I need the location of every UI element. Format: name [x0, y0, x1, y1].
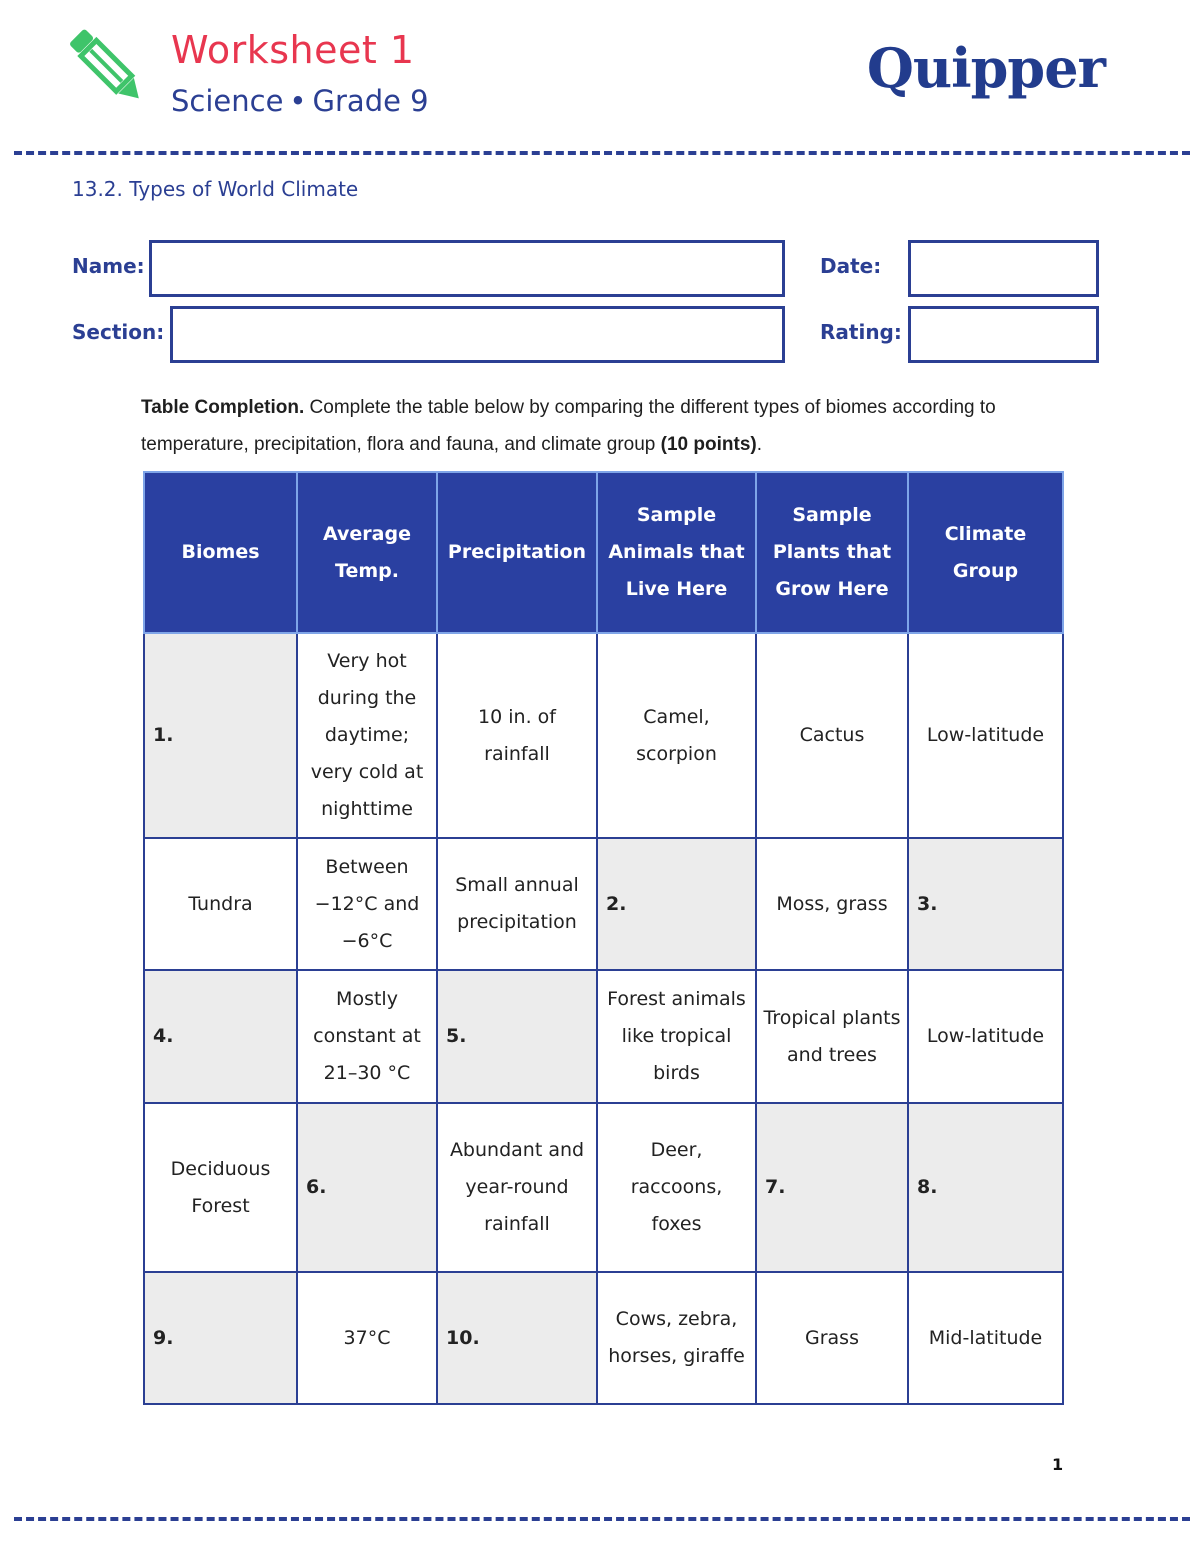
date-field[interactable] — [908, 240, 1099, 297]
rating-field[interactable] — [908, 306, 1099, 363]
table-cell: Cactus — [756, 633, 908, 838]
table-cell: Cows, zebra, horses, giraffe — [597, 1272, 756, 1404]
table-row — [144, 1103, 1063, 1272]
table-row — [144, 633, 1063, 838]
table-cell: Small annual precipitation — [437, 838, 597, 970]
worksheet-title: Worksheet 1 — [171, 28, 415, 72]
pencil-icon — [62, 22, 152, 114]
answer-cell-6[interactable]: 6. — [297, 1103, 437, 1272]
subject-label: Science — [171, 84, 284, 118]
header-sample-plants: Sample Plants that Grow Here — [756, 472, 908, 633]
table-cell: Low-latitude — [908, 633, 1063, 838]
answer-cell-7[interactable]: 7. — [756, 1103, 908, 1272]
header-precipitation: Precipitation — [437, 472, 597, 633]
biomes-table — [143, 471, 1064, 1405]
table-cell: Tundra — [144, 838, 297, 970]
rating-label: Rating: — [820, 320, 902, 344]
table-cell: Moss, grass — [756, 838, 908, 970]
instructions-points: (10 points) — [660, 434, 757, 455]
top-divider — [14, 151, 1190, 155]
table-cell: Mid-latitude — [908, 1272, 1063, 1404]
table-cell: Grass — [756, 1272, 908, 1404]
header-climate-group: Climate Group — [908, 472, 1063, 633]
instructions-text: Complete the table below by comparing the different types of biomes according to temperature, precipitation, flora and fauna, and climate group — [141, 397, 996, 455]
grade-label: Grade 9 — [312, 84, 429, 118]
table-cell: Deciduous Forest — [144, 1103, 297, 1272]
header-biomes: Biomes — [144, 472, 297, 633]
name-label: Name: — [72, 254, 145, 278]
table-cell: Low-latitude — [908, 970, 1063, 1103]
separator-dot: • — [289, 84, 307, 118]
instructions-heading: Table Completion. — [141, 397, 305, 418]
instructions — [141, 389, 1091, 463]
table-cell: Forest animals like tropical birds — [597, 970, 756, 1103]
answer-cell-8[interactable]: 8. — [908, 1103, 1063, 1272]
table-cell: Mostly constant at 21–30 °C — [297, 970, 437, 1103]
answer-cell-4[interactable]: 4. — [144, 970, 297, 1103]
lesson-title: 13.2. Types of World Climate — [72, 177, 359, 201]
bottom-divider — [14, 1517, 1190, 1521]
header-sample-animals: Sample Animals that Live Here — [597, 472, 756, 633]
date-label: Date: — [820, 254, 882, 278]
table-cell: Very hot during the daytime; very cold at nighttime — [297, 633, 437, 838]
section-label: Section: — [72, 320, 165, 344]
table-cell: 37°C — [297, 1272, 437, 1404]
answer-cell-5[interactable]: 5. — [437, 970, 597, 1103]
table-cell: Tropical plants and trees — [756, 970, 908, 1103]
table-row — [144, 1272, 1063, 1404]
table-cell: Abundant and year-round rainfall — [437, 1103, 597, 1272]
instructions-end: . — [756, 434, 762, 455]
table-row — [144, 838, 1063, 970]
answer-cell-2[interactable]: 2. — [597, 838, 756, 970]
answer-cell-1[interactable]: 1. — [144, 633, 297, 838]
answer-cell-9[interactable]: 9. — [144, 1272, 297, 1404]
brand-logo: Quipper — [866, 36, 1105, 100]
name-field[interactable] — [149, 240, 785, 297]
table-cell: Camel, scorpion — [597, 633, 756, 838]
table-cell: 10 in. of rainfall — [437, 633, 597, 838]
answer-cell-10[interactable]: 10. — [437, 1272, 597, 1404]
table-header-row — [144, 472, 1063, 633]
section-field[interactable] — [170, 306, 785, 363]
table-row — [144, 970, 1063, 1103]
subject-grade — [171, 84, 429, 118]
table-cell: Between −12°C and −6°C — [297, 838, 437, 970]
page-number: 1 — [1052, 1455, 1064, 1474]
answer-cell-3[interactable]: 3. — [908, 838, 1063, 970]
header-average-temp: Average Temp. — [297, 472, 437, 633]
table-cell: Deer, raccoons, foxes — [597, 1103, 756, 1272]
